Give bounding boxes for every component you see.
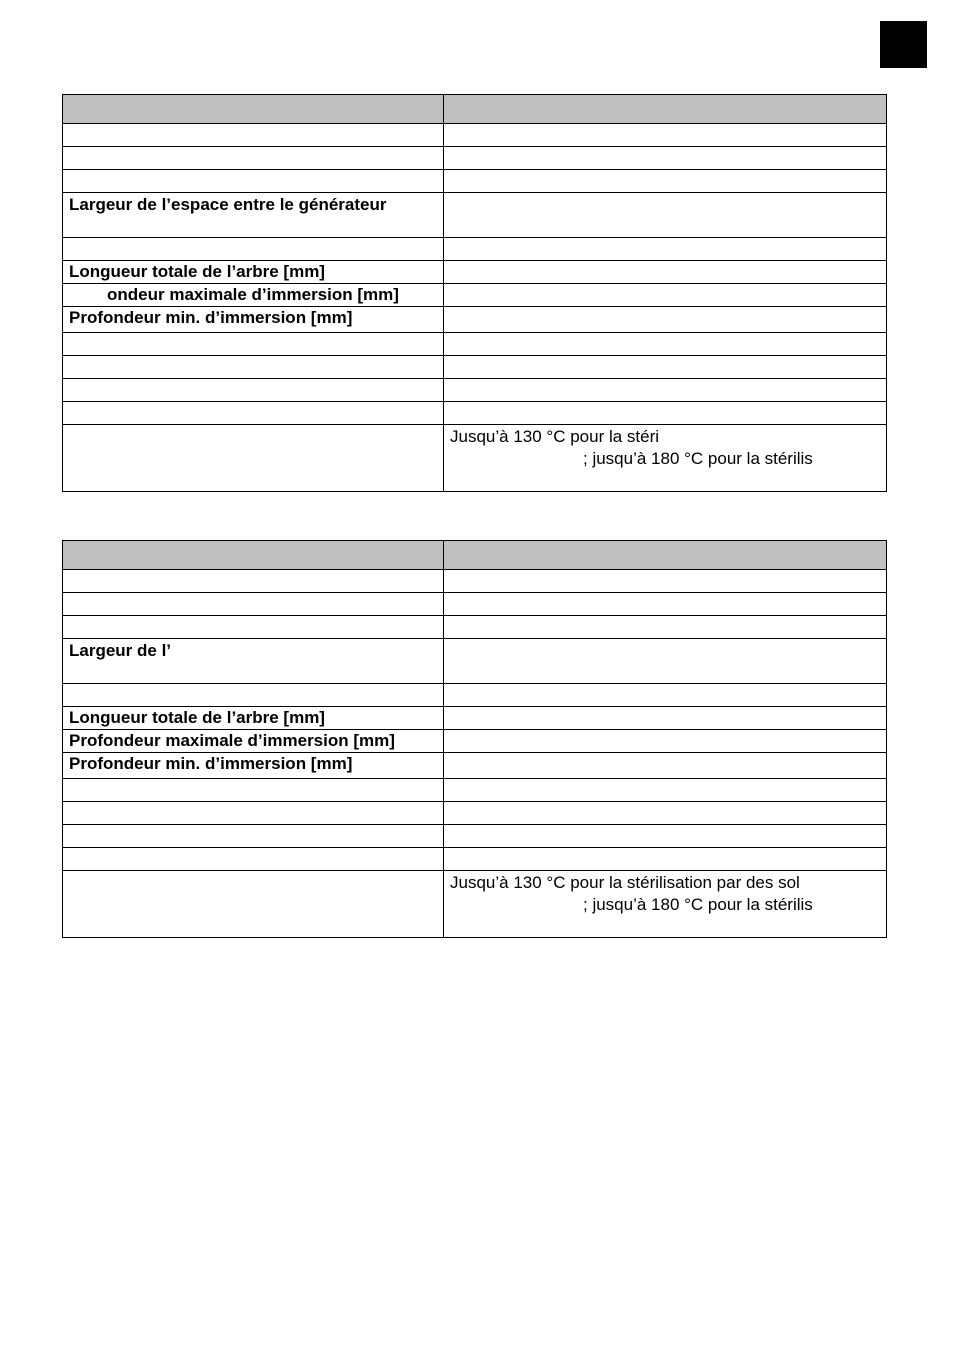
row-value — [444, 802, 887, 825]
table-row — [63, 779, 887, 802]
row-label — [63, 238, 444, 261]
table-row — [63, 124, 887, 147]
row-value — [444, 730, 887, 753]
row-value — [444, 379, 887, 402]
row-value — [444, 193, 887, 238]
row-label-max-depth — [63, 284, 444, 307]
row-value — [444, 170, 887, 193]
table-row — [63, 356, 887, 379]
table-row — [63, 802, 887, 825]
table-row — [63, 707, 887, 730]
row-label — [63, 570, 444, 593]
table-row — [63, 593, 887, 616]
row-value — [444, 753, 887, 779]
value-line-1: Jusqu’à 130 °C pour la stéri — [450, 427, 660, 446]
spec-table-2 — [62, 540, 887, 938]
row-label — [63, 379, 444, 402]
row-label-shaft-length: Longueur totale de l’arbre [mm] — [63, 261, 444, 284]
row-value — [444, 284, 887, 307]
value-line-2: ; jusqu’à 180 °C pour la stérilis — [583, 895, 813, 914]
language-tab-marker — [880, 21, 927, 68]
row-label — [63, 825, 444, 848]
row-value — [444, 333, 887, 356]
row-value — [444, 825, 887, 848]
row-label-gap-width: Largeur de l’espace entre le générateur — [63, 193, 444, 238]
table-row — [63, 825, 887, 848]
row-label — [63, 848, 444, 871]
table-row — [63, 284, 887, 307]
table-row — [63, 616, 887, 639]
table-row — [63, 379, 887, 402]
row-value — [444, 570, 887, 593]
row-label — [63, 425, 444, 492]
table-row — [63, 639, 887, 684]
table-row — [63, 684, 887, 707]
table-row — [63, 261, 887, 284]
row-label — [63, 356, 444, 379]
table-row — [63, 871, 887, 938]
table-row — [63, 730, 887, 753]
row-value — [444, 616, 887, 639]
row-value — [444, 707, 887, 730]
table-header-row — [63, 95, 887, 124]
row-label — [63, 170, 444, 193]
row-label — [63, 333, 444, 356]
row-value-sterilization — [444, 425, 887, 492]
row-label-min-depth: Profondeur min. d’immersion [mm] — [63, 753, 444, 779]
table-row — [63, 238, 887, 261]
value-line-1: Jusqu’à 130 °C pour la stérilisation par des sol — [450, 873, 800, 892]
row-value-sterilization — [444, 871, 887, 938]
table-row — [63, 425, 887, 492]
table-header-row — [63, 541, 887, 570]
row-label — [63, 871, 444, 938]
header-cell-value — [444, 95, 887, 124]
row-value — [444, 124, 887, 147]
row-value — [444, 639, 887, 684]
row-value — [444, 356, 887, 379]
row-value — [444, 238, 887, 261]
table-row — [63, 402, 887, 425]
row-label — [63, 593, 444, 616]
row-value — [444, 147, 887, 170]
table-row — [63, 307, 887, 333]
row-value — [444, 307, 887, 333]
row-label-max-depth: Profondeur maximale d’immersion [mm] — [63, 730, 444, 753]
row-value — [444, 779, 887, 802]
row-label — [63, 684, 444, 707]
row-label — [63, 779, 444, 802]
header-cell-label — [63, 95, 444, 124]
row-label — [63, 124, 444, 147]
spec-table-1 — [62, 94, 887, 492]
row-value — [444, 402, 887, 425]
header-cell-value — [444, 541, 887, 570]
table-row — [63, 170, 887, 193]
table-row — [63, 848, 887, 871]
table-row — [63, 193, 887, 238]
row-label-min-depth: Profondeur min. d’immersion [mm] — [63, 307, 444, 333]
row-label-text: ondeur maximale d’immersion [mm] — [107, 285, 399, 304]
table-row — [63, 333, 887, 356]
row-value — [444, 593, 887, 616]
row-label — [63, 402, 444, 425]
row-label-gap-width: Largeur de l’ — [63, 639, 444, 684]
row-value — [444, 261, 887, 284]
row-label — [63, 802, 444, 825]
row-value — [444, 684, 887, 707]
table-row — [63, 147, 887, 170]
table-row — [63, 570, 887, 593]
row-label — [63, 147, 444, 170]
row-label — [63, 616, 444, 639]
header-cell-label — [63, 541, 444, 570]
row-label-shaft-length: Longueur totale de l’arbre [mm] — [63, 707, 444, 730]
value-line-2: ; jusqu’à 180 °C pour la stérilis — [583, 449, 813, 468]
table-row — [63, 753, 887, 779]
row-value — [444, 848, 887, 871]
